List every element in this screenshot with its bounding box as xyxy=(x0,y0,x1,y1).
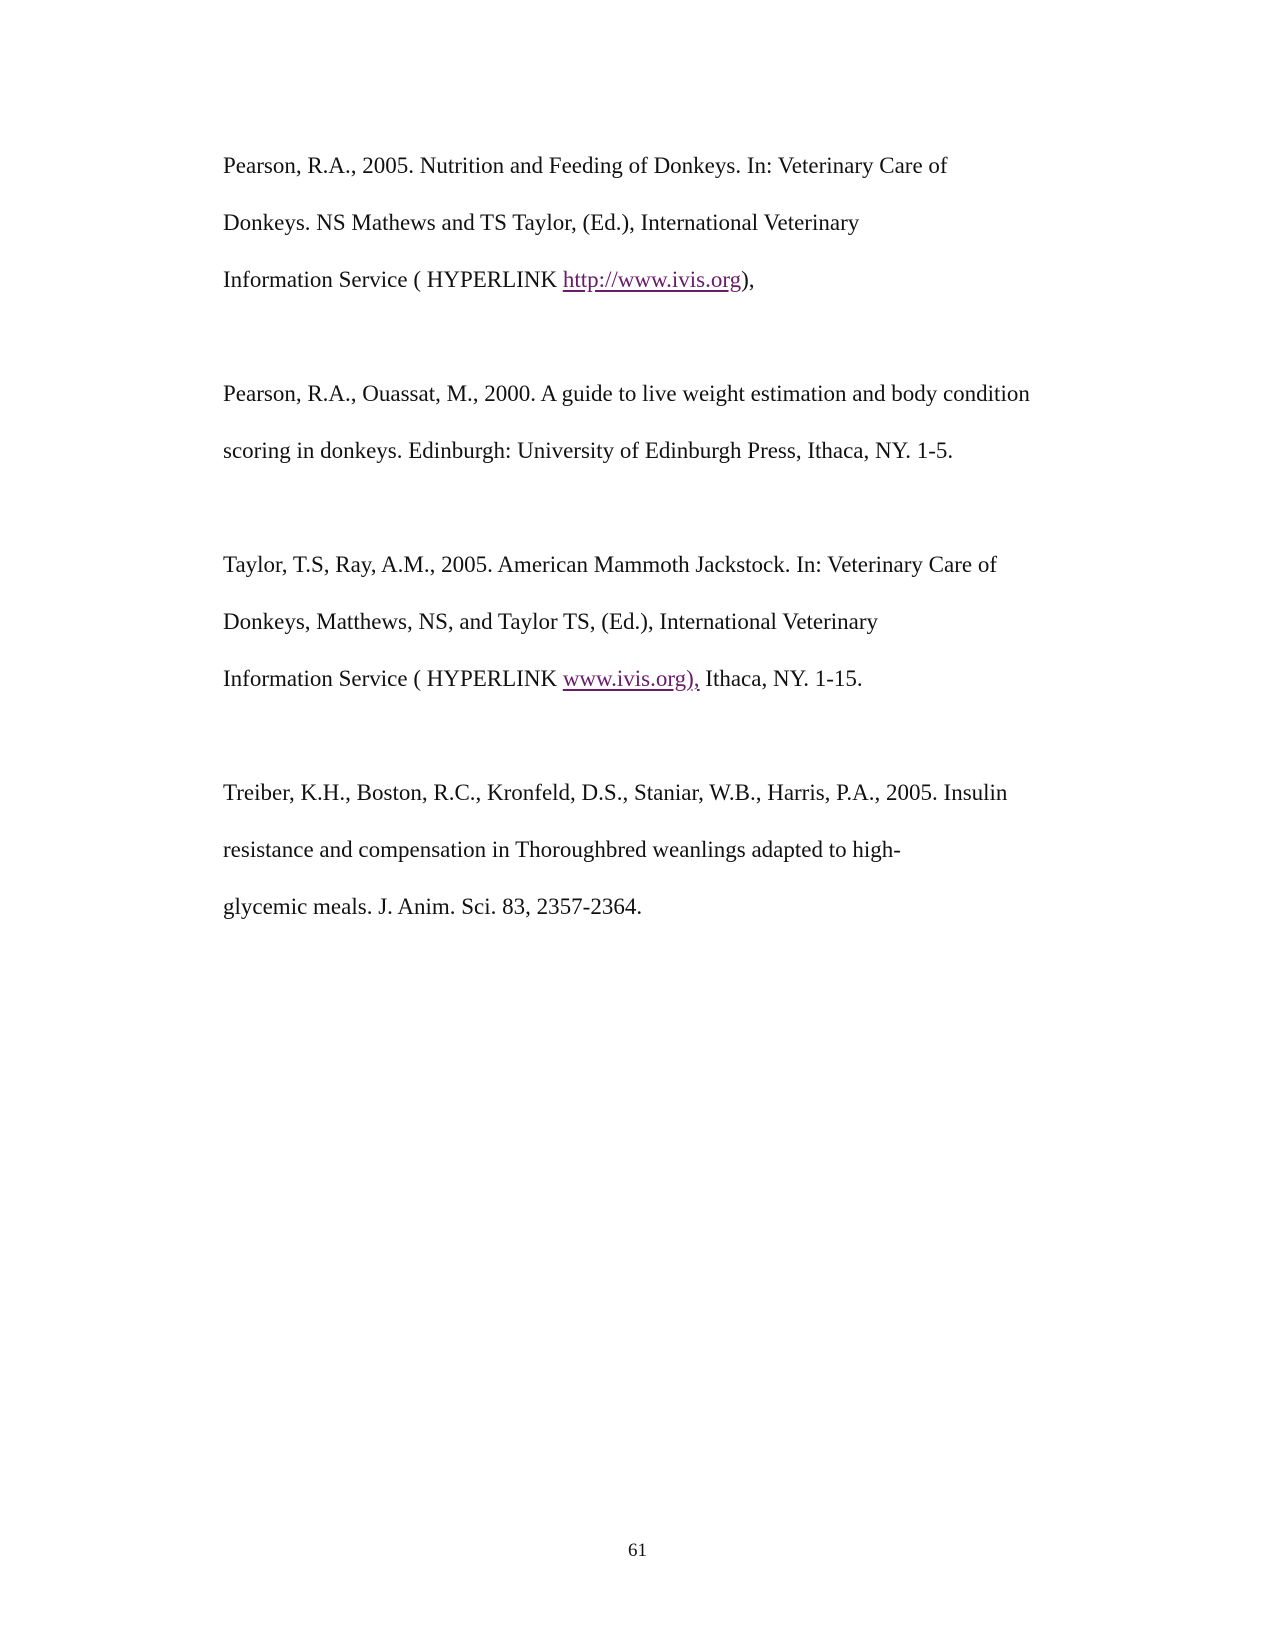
reference-entry xyxy=(223,536,1123,707)
reference-text: Ithaca, NY. 1-15. xyxy=(699,666,863,691)
reference-line xyxy=(223,650,1123,707)
reference-entry xyxy=(223,365,1123,479)
reference-line: resistance and compensation in Thoroughbred weanlings adapted to high- xyxy=(223,837,901,862)
reference-line: scoring in donkeys. Edinburgh: University of Edinburgh Press, Ithaca, NY. 1-5. xyxy=(223,438,954,463)
reference-entry xyxy=(223,764,1123,935)
hyperlink[interactable]: http://www.ivis.org xyxy=(562,267,742,292)
reference-line: Pearson, R.A., Ouassat, M., 2000. A guide to live weight estimation and body condition xyxy=(223,381,1030,406)
reference-line: Taylor, T.S, Ray, A.M., 2005. American Mammoth Jackstock. In: Veterinary Care of xyxy=(223,552,997,577)
reference-line xyxy=(223,251,1123,308)
reference-line: Treiber, K.H., Boston, R.C., Kronfeld, D.S., Staniar, W.B., Harris, P.A., 2005. Insulin xyxy=(223,780,1008,805)
reference-line: Pearson, R.A., 2005. Nutrition and Feeding of Donkeys. In: Veterinary Care of xyxy=(223,153,948,178)
reference-text: Information Service ( HYPERLINK xyxy=(223,267,563,292)
reference-list xyxy=(223,137,1123,992)
reference-line: Donkeys, Matthews, NS, and Taylor TS, (Ed.), International Veterinary xyxy=(223,609,879,634)
reference-line: glycemic meals. J. Anim. Sci. 83, 2357-2364. xyxy=(223,894,643,919)
page-number: 61 xyxy=(628,1540,647,1561)
reference-line: Donkeys. NS Mathews and TS Taylor, (Ed.), International Veterinary xyxy=(223,210,860,235)
reference-text: ), xyxy=(741,267,755,292)
reference-text: Information Service ( HYPERLINK xyxy=(223,666,563,691)
reference-entry xyxy=(223,137,1123,308)
hyperlink[interactable]: www.ivis.org), xyxy=(562,666,700,691)
